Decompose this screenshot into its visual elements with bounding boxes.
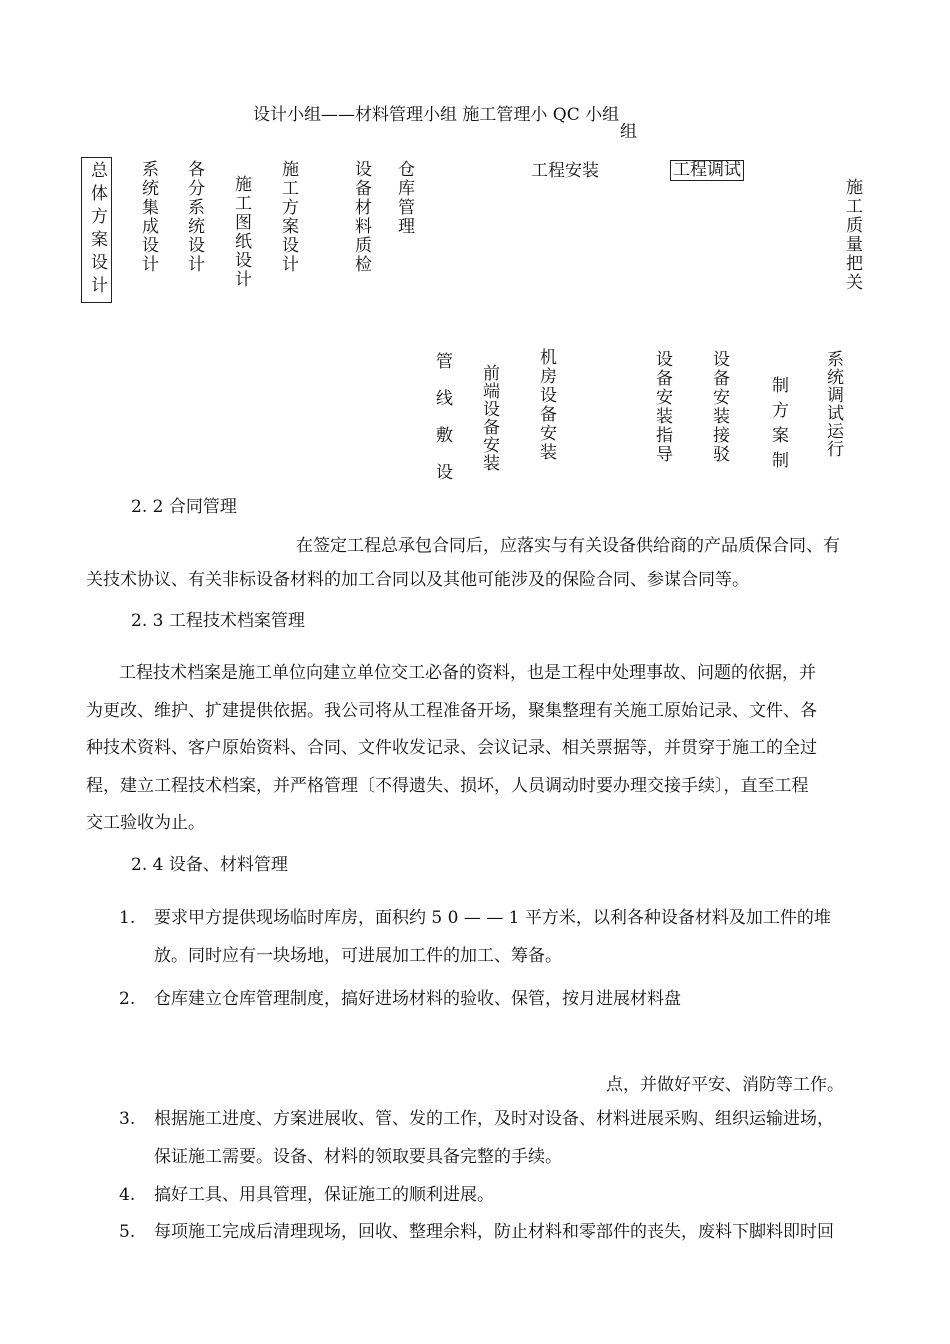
section-2-3-line: 为更改、维护、扩建提供依据。我公司将从工程准备开场，聚集整理有关施工原始记录、文件、各 (86, 701, 817, 721)
section-2-3-line: 交工验收为止。 (86, 813, 205, 833)
org-header-line: 设计小组——材料管理小组 施工管理小 QC 小组 (253, 105, 620, 125)
list-item-number: 1. (119, 908, 136, 928)
design-item-integration: 系统集成设计 (138, 160, 158, 274)
org-header-wrap: 组 (620, 122, 637, 142)
material-item-inspection: 设备材料质检 (351, 160, 371, 274)
debug-item-plan: 制方案制 (768, 376, 788, 476)
list-item-text: 仓库建立仓库管理制度，搞好进场材料的验收、保管，按月进展材料盘 (154, 989, 681, 1009)
section-2-4-heading: 2. 4 设备、材料管理 (131, 855, 288, 875)
section-2-3-line: 种技术资料、客户原始资料、合同、文件收发记录、会议记录、相关票据等，并贯穿于施工的全过 (86, 738, 817, 758)
install-item-cabling: 管线敷设 (432, 352, 452, 500)
list-item-number: 3. (119, 1109, 136, 1129)
install-item-frontend: 前端设备安装 (479, 364, 499, 472)
list-item-number: 2. (119, 989, 136, 1009)
list-item-text: 保证施工需要。设备、材料的领取要具备完整的手续。 (154, 1147, 562, 1167)
list-item-text: 放。同时应有一块场地，可进展加工件的加工、筹备。 (154, 946, 562, 966)
material-item-warehouse: 仓库管理 (394, 160, 414, 236)
design-item-overall: 总体方案设计 (81, 157, 112, 303)
design-item-plan: 施工方案设计 (278, 160, 298, 274)
section-2-3-line: 工程技术档案是施工单位向建立单位交工必备的资料，也是工程中处理事故、问题的依据，并 (119, 663, 816, 683)
list-item-number: 5. (119, 1222, 136, 1242)
section-2-3-heading: 2. 3 工程技术档案管理 (131, 611, 305, 631)
install-item-machine-room: 机房设备安装 (536, 348, 556, 462)
debug-item-connection: 设备安装接驳 (709, 350, 729, 464)
debug-group-label: 工程调试 (670, 160, 744, 181)
list-item-number: 4. (119, 1185, 136, 1205)
debug-item-system-run: 系统调试运行 (823, 350, 843, 458)
design-item-subsystem: 各分系统设计 (184, 160, 204, 274)
list-item-text: 点，并做好平安、消防等工作。 (606, 1075, 844, 1095)
list-item-text: 根据施工进度、方案进展收、管、发的工作，及时对设备、材料进展采购、组织运输进场， (154, 1109, 834, 1129)
quality-control-label: 施工质量把关 (842, 178, 862, 292)
debug-item-guidance: 设备安装指导 (652, 350, 672, 464)
list-item-text: 每项施工完成后清理现场，回收、整理余料，防止材料和零部件的丧失，废料下脚料即时回 (154, 1222, 834, 1242)
design-item-drawings: 施工图纸设计 (231, 175, 251, 289)
section-2-2-line2: 关技术协议、有关非标设备材料的加工合同以及其他可能涉及的保险合同、参谋合同等。 (86, 570, 749, 590)
install-group-label: 工程安装 (531, 161, 599, 181)
section-2-3-line: 程，建立工程技术档案，并严格管理〔不得遗失、损坏，人员调动时要办理交接手续〕，直至工程 (86, 776, 809, 796)
list-item-text: 要求甲方提供现场临时库房，面积约 5 0 — — 1 平方米，以利各种设备材料及加工件的堆 (154, 908, 831, 928)
section-2-2-heading: 2. 2 合同管理 (131, 497, 237, 517)
section-2-2-line1: 在签定工程总承包合同后，应落实与有关设备供给商的产品质保合同、有 (296, 536, 840, 556)
list-item-text: 搞好工具、用具管理，保证施工的顺利进展。 (154, 1185, 494, 1205)
